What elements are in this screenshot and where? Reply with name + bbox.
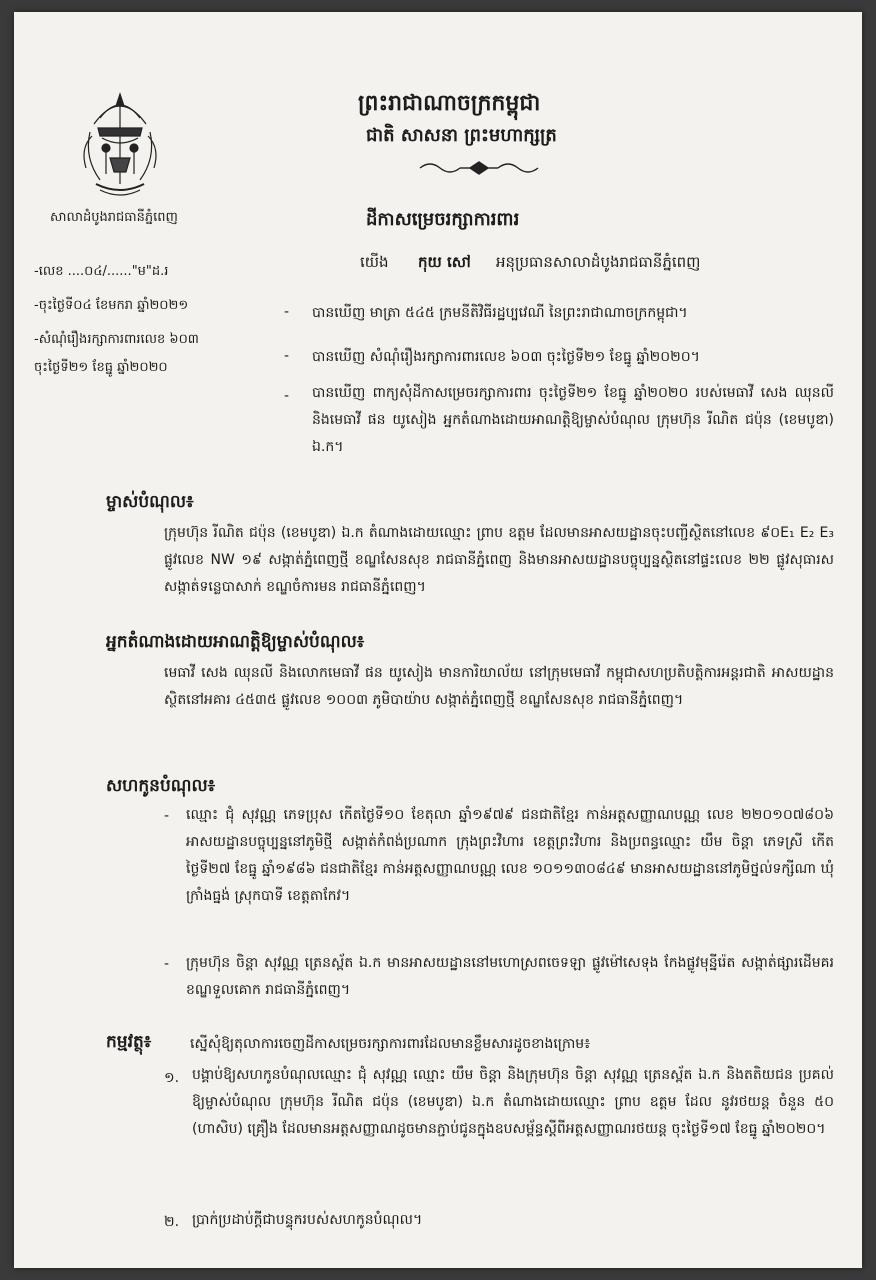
decision-title: ដីកាសម្រេចរក្សាការពារ (366, 209, 520, 230)
consideration-2: បានឃើញ សំណុំរឿងរក្សាការពារលេខ ៦០៣ ចុះថ្ងៃទី២១ ខែធ្នូ ឆ្នាំ២០២០។ (312, 349, 700, 365)
reference-number: -លេខ ....០៤/......"ម"ដ.រ (34, 264, 169, 279)
consideration-1: បានឃើញ មាត្រា ៥៤៥ ក្រមនីតិវិធីរដ្ឋប្បវេណី នៃព្រះរាជាណាចក្រកម្ពុជា។ (312, 305, 688, 321)
we-label: យើង (360, 253, 389, 271)
bullet: - (284, 304, 290, 320)
debtor-2: ក្រុមហ៊ុន ចិន្តា សុវណ្ណ ត្រេនស្ព័ត ឯ.ក មានអាសយដ្ឋាននៅមហោស្រពចេទឡា ផ្លូវម៉ៅសេទុង កែងផ្លូវមុន្នីរ៉េត សង្កាត់ផ្សារដើមគរ ខណ្ឌទួលគោក រាជធានីភ្នំពេញ។ (186, 955, 834, 998)
item-number: ២. (164, 1214, 180, 1230)
bullet: - (164, 956, 170, 972)
reference-case-date: ចុះថ្ងៃទី២១ ខែធ្នូ ឆ្នាំ២០២០ (34, 360, 168, 375)
subject-heading: កម្មវត្ថុ៖ (106, 1032, 152, 1052)
consideration-3: បានឃើញ ពាក្យសុំដីកាសម្រេចរក្សាការពារ ចុះថ្ងៃទី២១ ខែធ្នូ ឆ្នាំ២០២០ របស់មេធាវី សេង ឈុនលី និងមេធាវី ផន យូសៀង អ្នកតំណាងដោយអាណត្តិឱ្យម្ចាស់បំណុល ក្រុមហ៊ុន រីណិត ជប៉ុន (ខេមបូឌា) ឯ.ក។ (312, 385, 834, 455)
ornament-divider-icon (416, 160, 542, 176)
judge-title: អនុប្រធានសាលាដំបូងរាជធានីភ្នំពេញ (496, 253, 701, 271)
representative-text: មេធាវី សេង ឈុនលី និងលោកមេធាវី ផន យូសៀង មានការិយាល័យ នៅក្រុមមេធាវី កម្ពុជាសហប្រតិបត្តិការអន្តរជាតិ អាសយដ្ឋានស្ថិតនៅអគារ ៤៥៣៥ ផ្លូវលេខ ១០០៣ ភូមិបាយ៉ាប សង្កាត់ភ្នំពេញថ្មី ខណ្ឌសែនសុខ រាជធានីភ្នំពេញ។ (164, 665, 834, 708)
bullet: - (164, 808, 170, 824)
court-name: សាលាដំបូងរាជធានីភ្នំពេញ (50, 210, 178, 225)
subject-item-1: បង្គាប់ឱ្យសហកូនបំណុលឈ្មោះ ជុំ សុវណ្ណ ឈ្មោះ យឹម ចិន្តា និងក្រុមហ៊ុន ចិន្តា សុវណ្ណ ត្រេនស្ព័ត ឯ.ក និងតតិយជន ប្រគល់ឱ្យម្ចាស់បំណុល ក្រុមហ៊ុន រីណិត ជប៉ុន (ខេមបូឌា) ឯ.ក តំណាងដោយឈ្មោះ ព្រាប ឧត្តម ដែល នូវរថយន្ត ចំនួន ៥០ (ហាសិប) គ្រឿង ដែលមានអត្តសញ្ញាណដូចមានភ្ជាប់ជូនក្នុងឧបសម្ព័ន្ធស្ដីពីអត្តសញ្ញាណរថយន្ត ចុះថ្ងៃទី១៧ ខែធ្នូ ឆ្នាំ២០២០។ (192, 1067, 834, 1137)
judge-name: កុយ សៅ (418, 253, 471, 271)
debtor-1: ឈ្មោះ ជុំ សុវណ្ណ ភេទប្រុស កើតថ្ងៃទី១០ ខែតុលា ឆ្នាំ១៩៧៩ ជនជាតិខ្មែរ កាន់អត្តសញ្ញាណបណ្ណ លេខ ២២០១០៧៨០៦ អាសយដ្ឋានបច្ចុប្បន្ននៅភូមិថ្មី សង្កាត់កំពង់ប្រណាក ក្រុងព្រះវិហារ ខេត្តព្រះវិហារ និងប្រពន្ធឈ្មោះ យឹម ចិន្តា ភេទស្រី កើតថ្ងៃទី២៧ ខែធ្នូ ឆ្នាំ១៩៨៦ ជនជាតិខ្មែរ កាន់អត្តសញ្ញាណបណ្ណ លេខ ១០១១៣០៨៤៩ មានអាសយដ្ឋាននៅភូមិថ្នល់ទក្សីណា ឃុំក្រាំងធ្នង់ ស្រុកបាទី ខេត្តតាកែវ។ (186, 807, 834, 904)
document-page (14, 12, 862, 1268)
bullet: - (284, 348, 290, 364)
representative-heading: អ្នកតំណាងដោយអាណត្តិឱ្យម្ចាស់បំណុល៖ (106, 632, 365, 652)
reference-date: -ចុះថ្ងៃទី០៤ ខែមករា ឆ្នាំ២០២១ (34, 298, 189, 313)
item-number: ១. (164, 1070, 180, 1086)
debtors-heading: សហកូនបំណុល៖ (106, 776, 216, 796)
creditor-heading: ម្ចាស់បំណុល៖ (106, 492, 194, 512)
kingdom-title: ព្រះរាជាណាចក្រកម្ពុជា (358, 91, 541, 116)
subject-text: ស្នើសុំឱ្យតុលាការចេញដីកាសម្រេចរក្សាការពារដែលមានខ្លឹមសារដូចខាងក្រោម៖ (190, 1036, 591, 1052)
bullet: - (284, 388, 290, 404)
subject-item-2: ប្រាក់ប្រដាប់ក្ដីជាបន្ទុករបស់សហកូនបំណុល។ (192, 1212, 423, 1228)
national-motto: ជាតិ សាសនា ព្រះមហាក្សត្រ (366, 125, 557, 146)
royal-emblem-icon (70, 88, 170, 208)
reference-case-file: -សំណុំរឿងរក្សាការពារលេខ ៦០៣ (34, 332, 199, 347)
creditor-text: ក្រុមហ៊ុន រីណិត ជប៉ុន (ខេមបូឌា) ឯ.ក តំណាងដោយឈ្មោះ ព្រាប ឧត្តម ដែលមានអាសយដ្ឋានចុះបញ្ជីស្ថិតនៅលេខ ៩០E₁ E₂ E₃ ផ្លូវលេខ NW ១៩ សង្កាត់ភ្នំពេញថ្មី ខណ្ឌសែនសុខ រាជធានីភ្នំពេញ និងមានអាសយដ្ឋានបច្ចុប្បន្នស្ថិតនៅផ្ទះលេខ ២២ ផ្លូវសុធារស សង្កាត់ទន្លេបាសាក់ ខណ្ឌចំការមន រាជធានីភ្នំពេញ។ (164, 525, 834, 595)
